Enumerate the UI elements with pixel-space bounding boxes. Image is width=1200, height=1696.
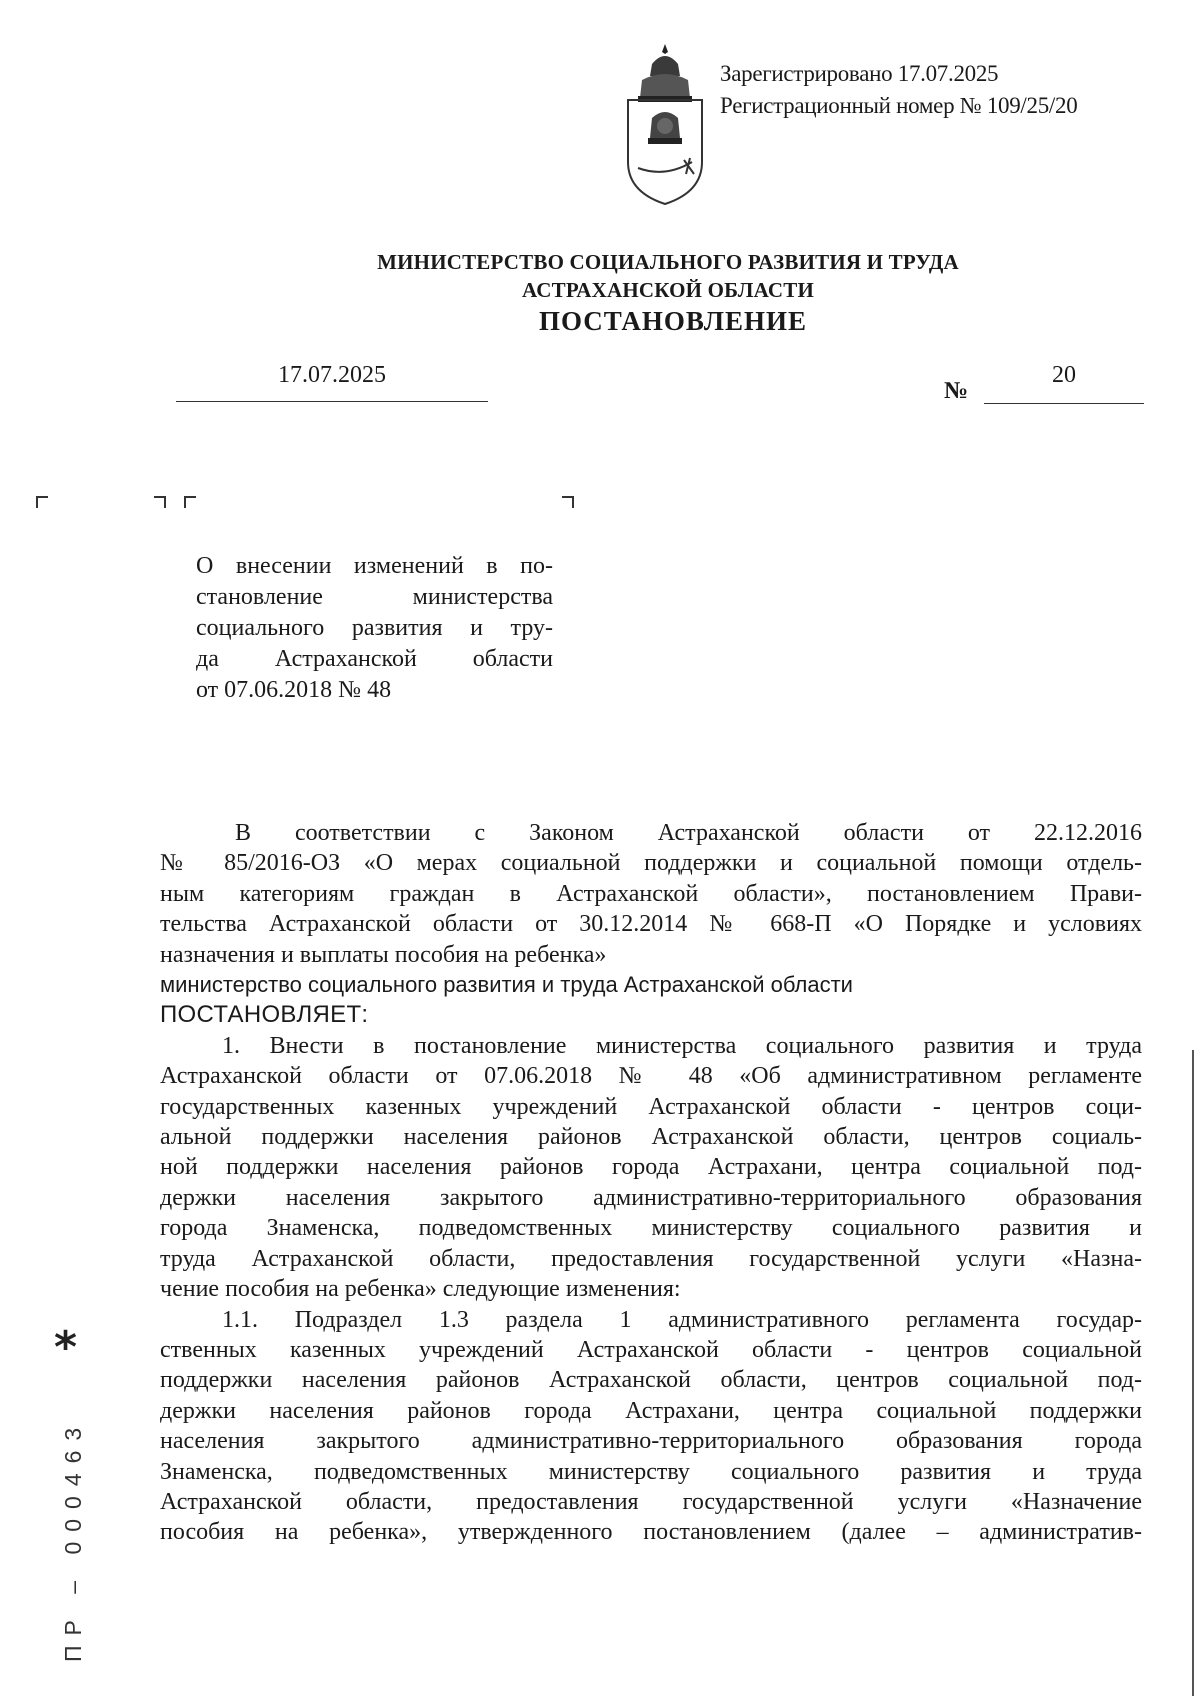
ministry-line-2: АСТРАХАНСКОЙ ОБЛАСТИ [521,278,815,302]
subject-line: становление министерства [196,584,553,610]
subject-line: социального развития и тру- [196,615,553,641]
item-1-line: 1. Внести в постановление министерства социального развития и труда [222,1032,1142,1059]
item-1-1-line: поддержки населения районов Астраханской области, центров социальной под- [160,1367,1142,1394]
registration-date: Зарегистрировано 17.07.2025 [720,61,999,86]
document-number: 20 [984,362,1144,404]
ministry-line-1: МИНИСТЕРСТВО СОЦИАЛЬНОГО РАЗВИТИЯ И ТРУДА [377,250,959,274]
item-1-1-line: населения закрытого административно-территориального образования города [160,1428,1142,1455]
document-date: 17.07.2025 [176,362,488,402]
side-code-text: ПР – 000463 [60,1417,86,1662]
number-label: № [944,378,969,404]
item-1-line: держки населения закрытого административно-территориального образования [160,1184,1142,1211]
subject-line: да Астраханской области [196,646,553,672]
preamble-line: ным категориям граждан в Астраханской области», постановлением Прави- [160,880,1142,907]
preamble-line: В соответствии с Законом Астраханской области от 22.12.2016 [235,820,1142,846]
corner-mark [562,496,574,508]
preamble-line: № 85/2016-ОЗ «О мерах социальной поддержки и социальной помощи отдель- [160,850,1142,877]
document-body [160,818,1142,1548]
item-1-1-line: держки населения районов города Астрахани, центра социальной поддержки [160,1397,1142,1424]
item-1-line: Астраханской области от 07.06.2018 № 48 «Об административном регламенте [160,1063,1142,1090]
item-1-line: труда Астраханской области, предоставления государственной услуги «Назна- [160,1245,1142,1272]
preamble-line: тельства Астраханской области от 30.12.2014 № 668-П «О Порядке и условиях [160,911,1142,938]
item-1-1-line: Астраханской области, предоставления государственной услуги «Назначение [160,1488,1142,1515]
item-1-1-line: пособия на ребенка», утвержденного постановлением (далее – административ- [160,1519,1142,1546]
coat-of-arms-emblem [624,42,706,208]
item-1-line: чение пособия на ребенка» следующие изменения: [160,1276,681,1303]
registration-stamp [720,58,1077,122]
item-1-line: государственных казенных учреждений Астраханской области - центров соци- [160,1093,1142,1120]
item-1-1-line: 1.1. Подраздел 1.3 раздела 1 административного регламента государ- [222,1306,1142,1333]
subject-line: от 07.06.2018 № 48 [196,677,392,703]
document-type-title: ПОСТАНОВЛЕНИЕ [538,306,808,336]
side-asterisk-mark: * [54,1322,78,1373]
side-registration-code [50,1417,90,1690]
registration-number: Регистрационный номер № 109/25/20 [720,93,1078,118]
ministry-name [0,248,1200,304]
item-1-line: города Знаменска, подведомственных министерству социального развития и [160,1215,1142,1242]
ministry-subject-line: министерство социального развития и труда Астраханской области [160,972,853,998]
item-1-line: альной поддержки населения районов Астраханской области, центров социаль- [160,1124,1142,1151]
item-1-1-line: ственных казенных учреждений Астраханской области - центров социальной [160,1336,1142,1363]
item-1-line: ной поддержки населения районов города Астрахани, центра социальной под- [160,1154,1142,1181]
subject-line: О внесении изменений в по- [196,553,553,579]
decree-word: ПОСТАНОВЛЯЕТ: [160,1001,369,1029]
corner-mark [154,496,166,508]
scan-edge-line [1192,1050,1194,1696]
item-1-1-line: Знаменска, подведомственных министерству социального развития и труда [160,1458,1142,1485]
preamble-line: назначения и выплаты пособия на ребенка» [160,941,607,968]
corner-mark [184,496,196,508]
corner-mark [36,496,48,508]
document-subject [196,551,553,706]
